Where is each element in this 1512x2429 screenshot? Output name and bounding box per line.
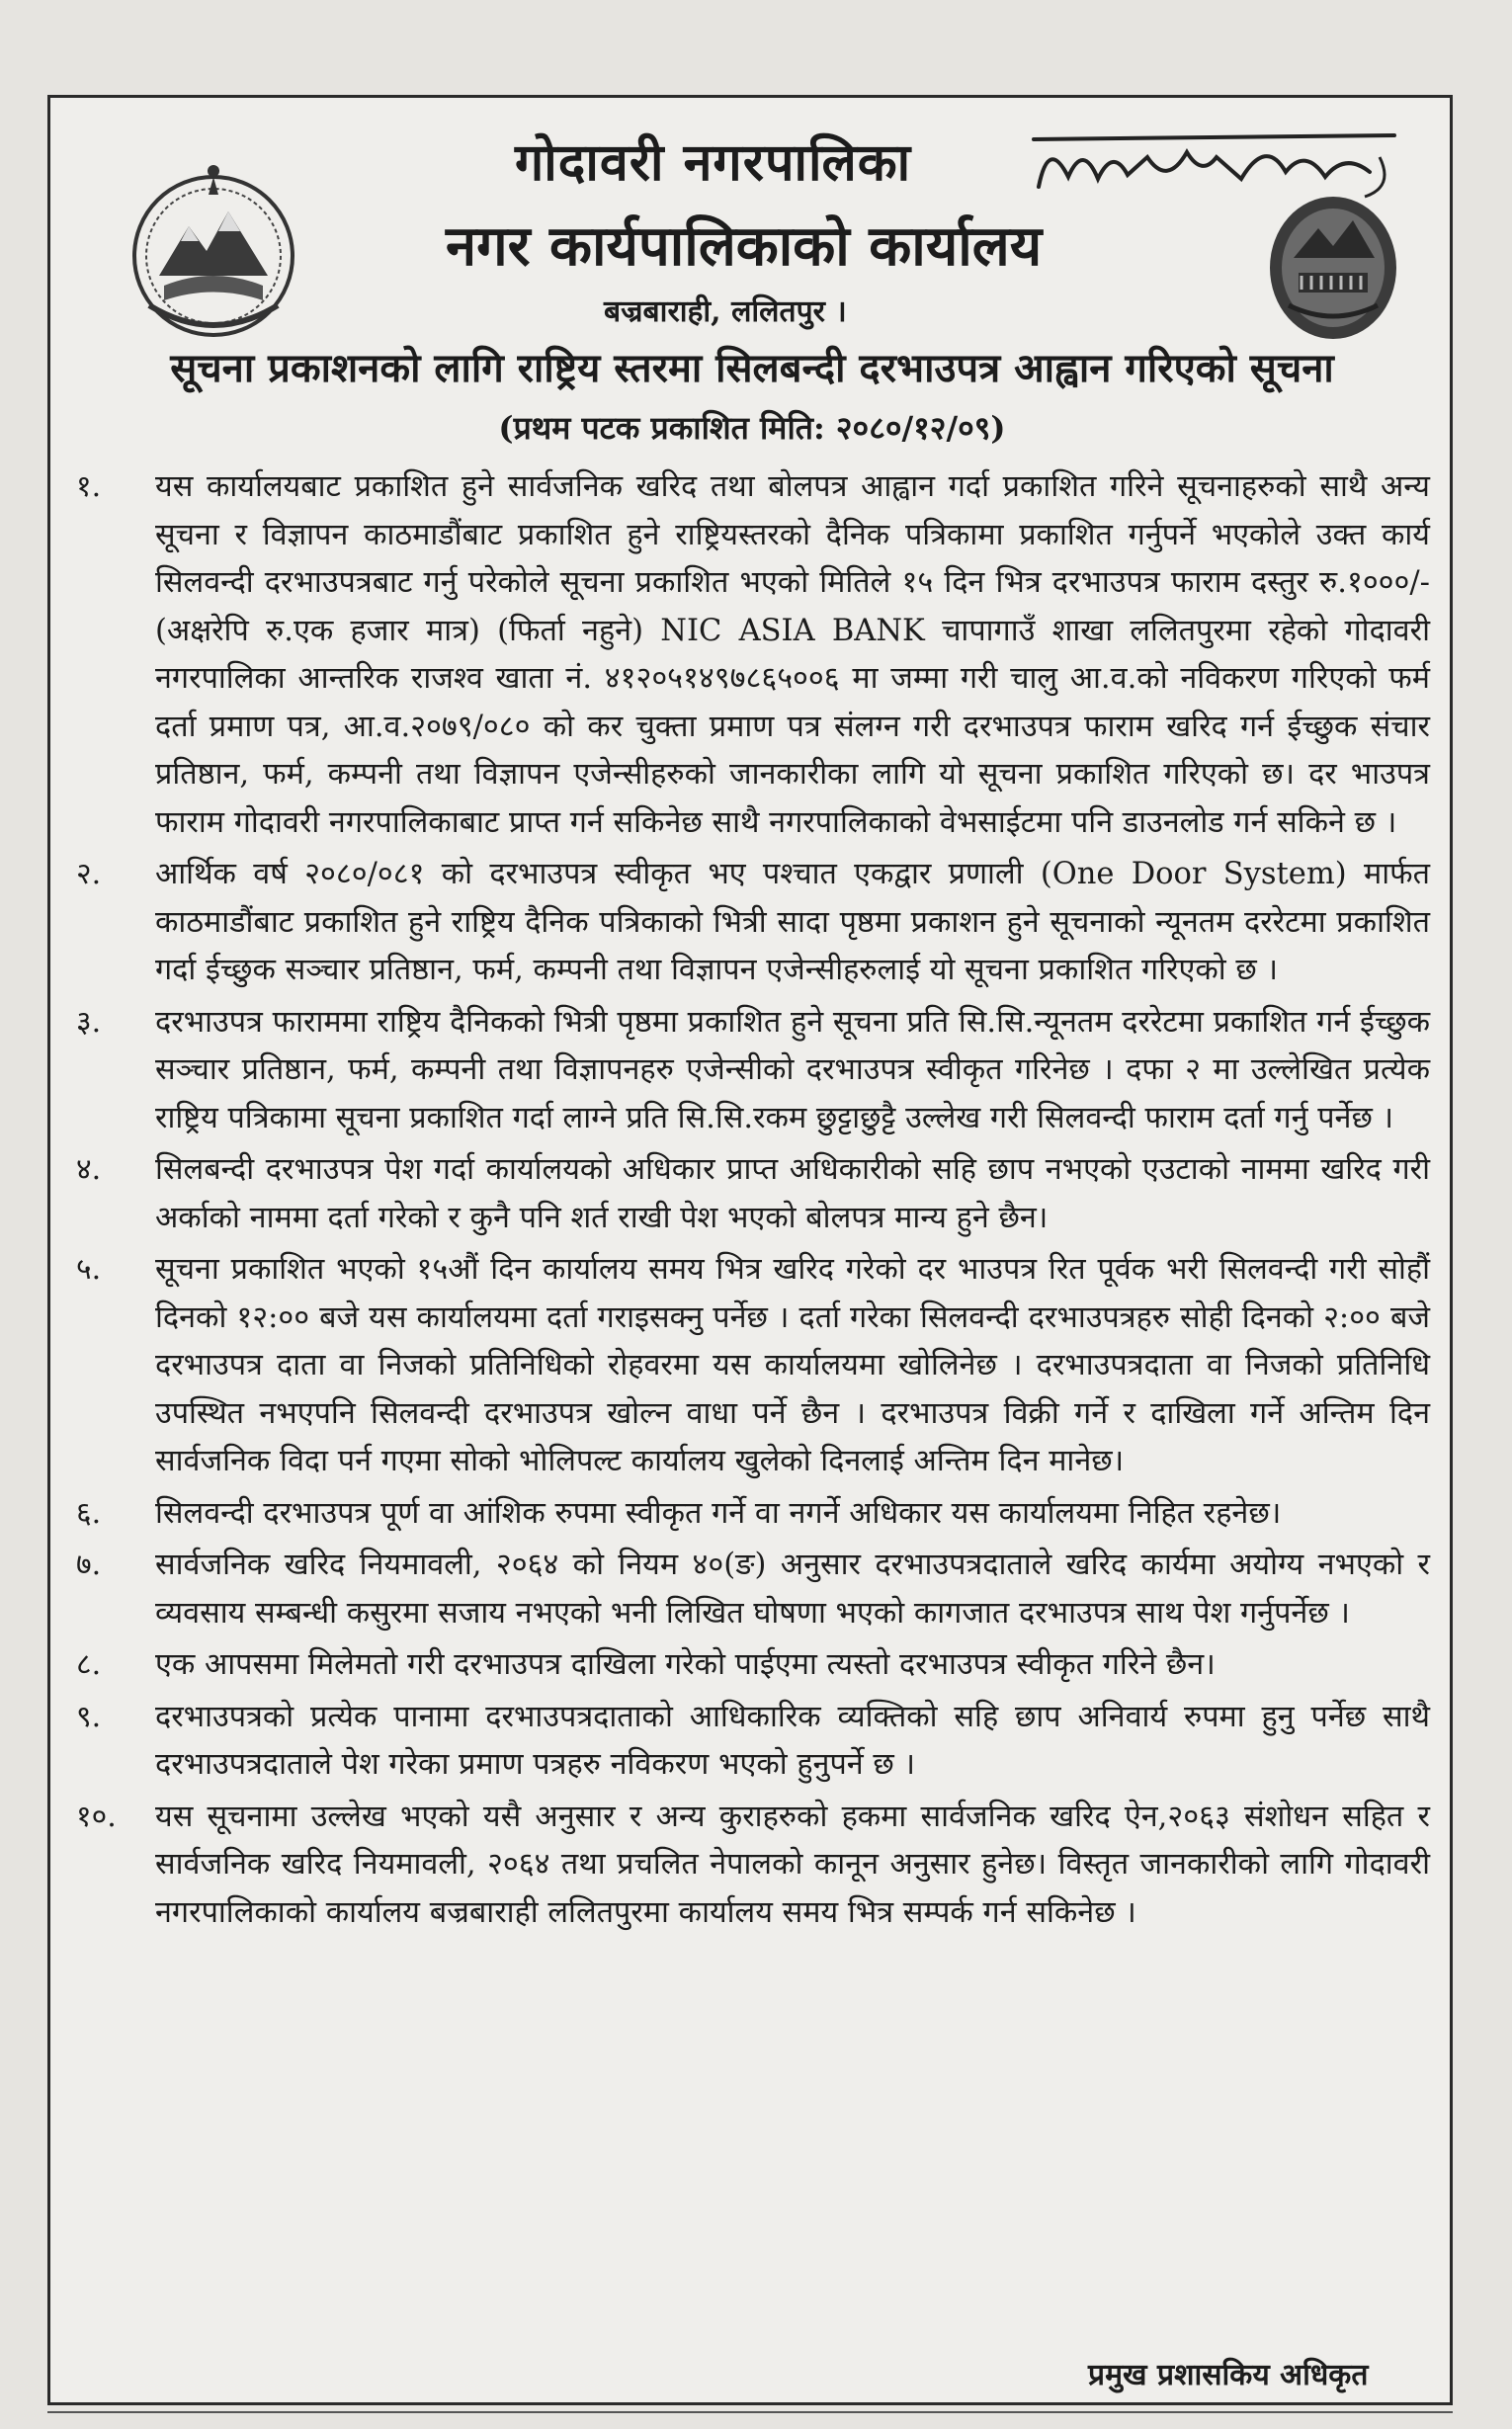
clause-text: सिलबन्दी दरभाउपत्र पेश गर्दा कार्यालयको अधिकार प्राप्त अधिकारीको सहि छाप नभएको एउटाको नाममा खरिद गरी अर्काको नाममा दर्ता गरेको र कुनै पनि शर्त राखी पेश भएको बोलपत्र मान्य हुने छैन। — [155, 1152, 1430, 1235]
clause-number: ३. — [76, 1004, 102, 1040]
clause-item — [70, 1542, 1444, 1637]
signatory-title: प्रमुख प्रशासकिय अधिकृत — [1088, 2358, 1369, 2392]
notice-frame — [47, 95, 1453, 2405]
clause-number: ४. — [76, 1152, 102, 1187]
published-date: (प्रथम पटक प्रकाशित मिति: २०८०/१२/०९) — [498, 409, 1006, 447]
org-name: गोदावरी नगरपालिका — [515, 132, 912, 193]
clause-text: आर्थिक वर्ष २०८०/०८१ को दरभाउपत्र स्वीकृत भए पश्चात एकद्वार प्रणाली (One Door System) मार्फत काठमाडौंबाट प्रकाशित हुने राष्ट्रिय दैनिक पत्रिकाको भित्री सादा पृष्ठमा प्रकाशन हुने सूचनाको न्यूनतम दररेटमा प्रकाशित गर्दा ईच्छुक सञ्चार प्रतिष्ठान, फर्म, कम्पनी तथा विज्ञापन एजेन्सीहरुलाई यो सूचना प्रकाशित गरिएको छ । — [155, 857, 1430, 987]
clause-number: ९. — [76, 1699, 102, 1734]
clause-number: २. — [76, 857, 102, 891]
clause-text: यस कार्यालयबाट प्रकाशित हुने सार्वजनिक खरिद तथा बोलपत्र आह्वान गर्दा प्रकाशित गरिने सूचनाहरुको साथै अन्य सूचना र विज्ञापन काठमाडौंबाट प्रकाशित हुने राष्ट्रियस्तरको दैनिक पत्रिकामा प्रकाशित गर्नुपर्ने भएकोले उक्त कार्य सिलवन्दी दरभाउपत्रबाट गर्नु परेकोले सूचना प्रकाशित भएको मितिले १५ दिन भित्र दरभाउपत्र फाराम दस्तुर रु.१०००/- (अक्षरेपि रु.एक हजार मात्र) (फिर्ता नहुने) NIC ASIA BANK चापागाउँ शाखा ललितपुरमा रहेको गोदावरी नगरपालिका आन्तरिक राजश्व खाता नं. ४१२०५१४९७८६५००६ मा जम्मा गरी चालु आ.व.को नविकरण गरिएको फर्म दर्ता प्रमाण पत्र, आ.व.२०७९/०८० को कर चुक्ता प्रमाण पत्र संलग्न गरी दरभाउपत्र फाराम खरिद गर्न ईच्छुक संचार प्रतिष्ठान, फर्म, कम्पनी तथा विज्ञापन एजेन्सीहरुको जानकारीका लागि यो सूचना प्रकाशित गरिएको छ। दर भाउपत्र फाराम गोदावरी नगरपालिकाबाट प्राप्त गर्न सकिनेछ साथै नगरपालिकाको वेभसाईटमा पनि डाउनलोड गर्न सकिने छ । — [155, 469, 1430, 840]
notice-title: सूचना प्रकाशनको लागि राष्ट्रिय स्तरमा सिलबन्दी दरभाउपत्र आह्वान गरिएको सूचना — [170, 345, 1334, 391]
clause-text: एक आपसमा मिलेमतो गरी दरभाउपत्र दाखिला गरेको पाईएमा त्यस्तो दरभाउपत्र स्वीकृत गरिने छैन। — [155, 1647, 1216, 1682]
clause-number: १. — [76, 469, 102, 504]
clause-number: १०. — [76, 1799, 117, 1834]
clause-number: ७. — [76, 1548, 102, 1582]
clause-text: दरभाउपत्र फाराममा राष्ट्रिय दैनिकको भित्री पृष्ठमा प्रकाशित हुने सूचना प्रति सि.सि.न्यूनतम दररेटमा प्रकाशित गर्न ईच्छुक सञ्चार प्रतिष्ठान, फर्म, कम्पनी तथा विज्ञापनहरु एजेन्सीको दरभाउपत्र स्वीकृत गरिनेछ । दफा २ मा उल्लेखित प्रत्येक राष्ट्रिय पत्रिकामा सूचना प्रकाशित गर्दा लाग्ने प्रति सि.सि.रकम छुट्टाछुट्टै उल्लेख गरी सिलवन्दी फाराम दर्ता गर्नु पर्नेछ । — [155, 1004, 1430, 1135]
clause-text: यस सूचनामा उल्लेख भएको यसै अनुसार र अन्य कुराहरुको हकमा सार्वजनिक खरिद ऐन,२०६३ संशोधन सहित र सार्वजनिक खरिद नियमावली, २०६४ तथा प्रचलित नेपालको कानून अनुसार हुनेछ। विस्तृत जानकारीको लागि गोदावरी नगरपालिकाको कार्यालय बज्रबाराही ललितपुरमा कार्यालय समय भित्र सम्पर्क गर्न सकिनेछ । — [155, 1799, 1430, 1930]
clause-item — [70, 851, 1444, 995]
clause-item — [70, 1794, 1444, 1938]
clause-item — [70, 463, 1444, 847]
clause-item — [70, 1246, 1444, 1486]
clause-item — [70, 1641, 1444, 1690]
clause-text: सूचना प्रकाशित भएको १५औं दिन कार्यालय समय भित्र खरिद गरेको दर भाउपत्र रित पूर्वक भरी सिलवन्दी गरी सोहौं दिनको १२:०० बजे यस कार्यालयमा दर्ता गराइसक्नु पर्नेछ । दर्ता गरेका सिलवन्दी दरभाउपत्रहरु सोही दिनको २:०० बजे दरभाउपत्र दाता वा निजको प्रतिनिधिको रोहवरमा यस कार्यालयमा खोलिनेछ । दरभाउपत्रदाता वा निजको प्रतिनिधि उपस्थित नभएपनि सिलवन्दी दरभाउपत्र खोल्न वाधा पर्ने छैन । दरभाउपत्र विक्री गर्ने र दाखिला गर्ने अन्तिम दिन सार्वजनिक विदा पर्न गएमा सोको भोलिपल्ट कार्यालय खुलेको दिनलाई अन्तिम दिन मानेछ। — [155, 1252, 1430, 1478]
clause-text: दरभाउपत्रको प्रत्येक पानामा दरभाउपत्रदाताको आधिकारिक व्यक्तिको सहि छाप अनिवार्य रुपमा हुनु पर्नेछ साथै दरभाउपत्रदाताले पेश गरेका प्रमाण पत्रहरु नविकरण भएको हुनुपर्ने छ । — [155, 1699, 1430, 1782]
clause-item — [70, 999, 1444, 1143]
municipality-logo-icon — [1264, 189, 1402, 347]
clause-text: सिलवन्दी दरभाउपत्र पूर्ण वा आंशिक रुपमा स्वीकृत गर्ने वा नगर्ने अधिकार यस कार्यालयमा निहित रहनेछ। — [155, 1495, 1282, 1531]
office-name: नगर कार्यपालिकाको कार्यालय — [446, 213, 1043, 279]
office-address: बज्रबाराही, ललितपुर । — [604, 294, 847, 329]
clause-number: ८. — [76, 1647, 102, 1682]
clause-item — [70, 1490, 1444, 1539]
clause-item — [70, 1694, 1444, 1790]
clause-number: ६. — [76, 1495, 102, 1531]
clause-item — [70, 1146, 1444, 1242]
nepal-emblem-icon — [120, 157, 307, 345]
clause-list — [70, 463, 1444, 1941]
bottom-divider — [47, 2411, 1453, 2413]
clause-text: सार्वजनिक खरिद नियमावली, २०६४ को नियम ४०(ङ) अनुसार दरभाउपत्रदाताले खरिद कार्यमा अयोग्य नभएको र व्यवसाय सम्बन्धी कसुरमा सजाय नभएको भनी लिखित घोषणा भएको कागजात दरभाउपत्र साथ पेश गर्नुपर्नेछ । — [155, 1548, 1430, 1631]
clause-number: ५. — [76, 1252, 102, 1287]
